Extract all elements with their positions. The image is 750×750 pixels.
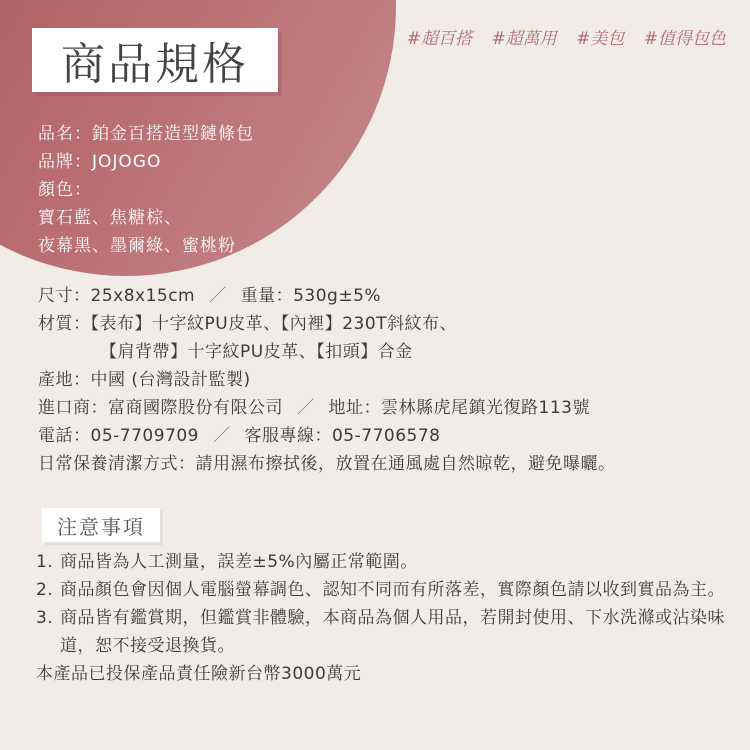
origin: 產地：中國 (台灣設計監製) xyxy=(38,370,251,390)
importer-address-row xyxy=(38,394,616,422)
page-title: 商品規格 xyxy=(61,39,249,90)
notice-item xyxy=(36,576,726,604)
brand: 品牌：JOJOGO xyxy=(38,152,162,172)
product-name: 品名：鉑金百搭造型鏈條包 xyxy=(38,124,254,144)
notice-number: 2. xyxy=(36,580,54,600)
title-banner xyxy=(32,28,278,92)
notice-text: 商品皆為人工測量，誤差±5%內屬正常範圍。 xyxy=(60,552,418,572)
separator: ／ xyxy=(212,426,231,446)
notice-number: 1. xyxy=(36,552,54,572)
service-line: 客服專線：05-7706578 xyxy=(244,426,441,446)
insurance-note: 本產品已投保產品責任險新台幣3000萬元 xyxy=(36,664,362,684)
importer: 進口商：富商國際股份有限公司 xyxy=(38,398,283,418)
notice-title: 注意事項 xyxy=(57,514,145,539)
care-instructions: 日常保養清潔方式：請用濕布擦拭後，放置在通風處自然晾乾，避免曝曬。 xyxy=(38,454,616,474)
material-line-2: 【肩背帶】十字紋PU皮革、【扣頭】合金 xyxy=(100,342,413,362)
color-options-line-1: 寶石藍、焦糖棕、 xyxy=(38,208,182,228)
separator: ／ xyxy=(297,398,315,418)
notice-banner xyxy=(42,508,160,542)
notice-text: 商品顏色會因個人電腦螢幕調色、認知不同而有所落差，實際顏色請以收到實品為主。 xyxy=(60,580,725,600)
size: 尺寸：25x8x15cm xyxy=(38,286,196,306)
spec-details xyxy=(38,282,616,478)
color-options-line-2: 夜幕黑、墨爾綠、蜜桃粉 xyxy=(38,236,236,256)
notice-item xyxy=(36,604,726,660)
contact-row xyxy=(38,422,616,450)
hashtag-list xyxy=(393,24,726,49)
spec-basic xyxy=(38,120,254,260)
hashtag: #超萬用 xyxy=(491,29,557,49)
notice-number: 3. xyxy=(36,608,54,628)
phone: 電話：05-7709709 xyxy=(38,426,199,446)
material-line-1: 材質：【表布】十字紋PU皮革、【內裡】230T斜紋布、 xyxy=(38,314,458,334)
address: 地址：雲林縣虎尾鎮光復路113號 xyxy=(328,398,590,418)
notice-item xyxy=(36,548,726,576)
weight: 重量：530g±5% xyxy=(240,286,382,306)
hashtag: #值得包色 xyxy=(643,29,726,49)
notice-list xyxy=(36,548,726,688)
hashtag: #美包 xyxy=(576,29,625,49)
color-label: 顏色： xyxy=(38,180,92,200)
separator: ／ xyxy=(209,286,227,306)
hashtag: #超百搭 xyxy=(406,29,473,49)
size-weight-row xyxy=(38,282,616,310)
notice-text: 商品皆有鑑賞期，但鑑賞非體驗，本商品為個人用品，若開封使用、下水洗滌或沾染味道，恕不接受退換貨。 xyxy=(60,608,725,656)
